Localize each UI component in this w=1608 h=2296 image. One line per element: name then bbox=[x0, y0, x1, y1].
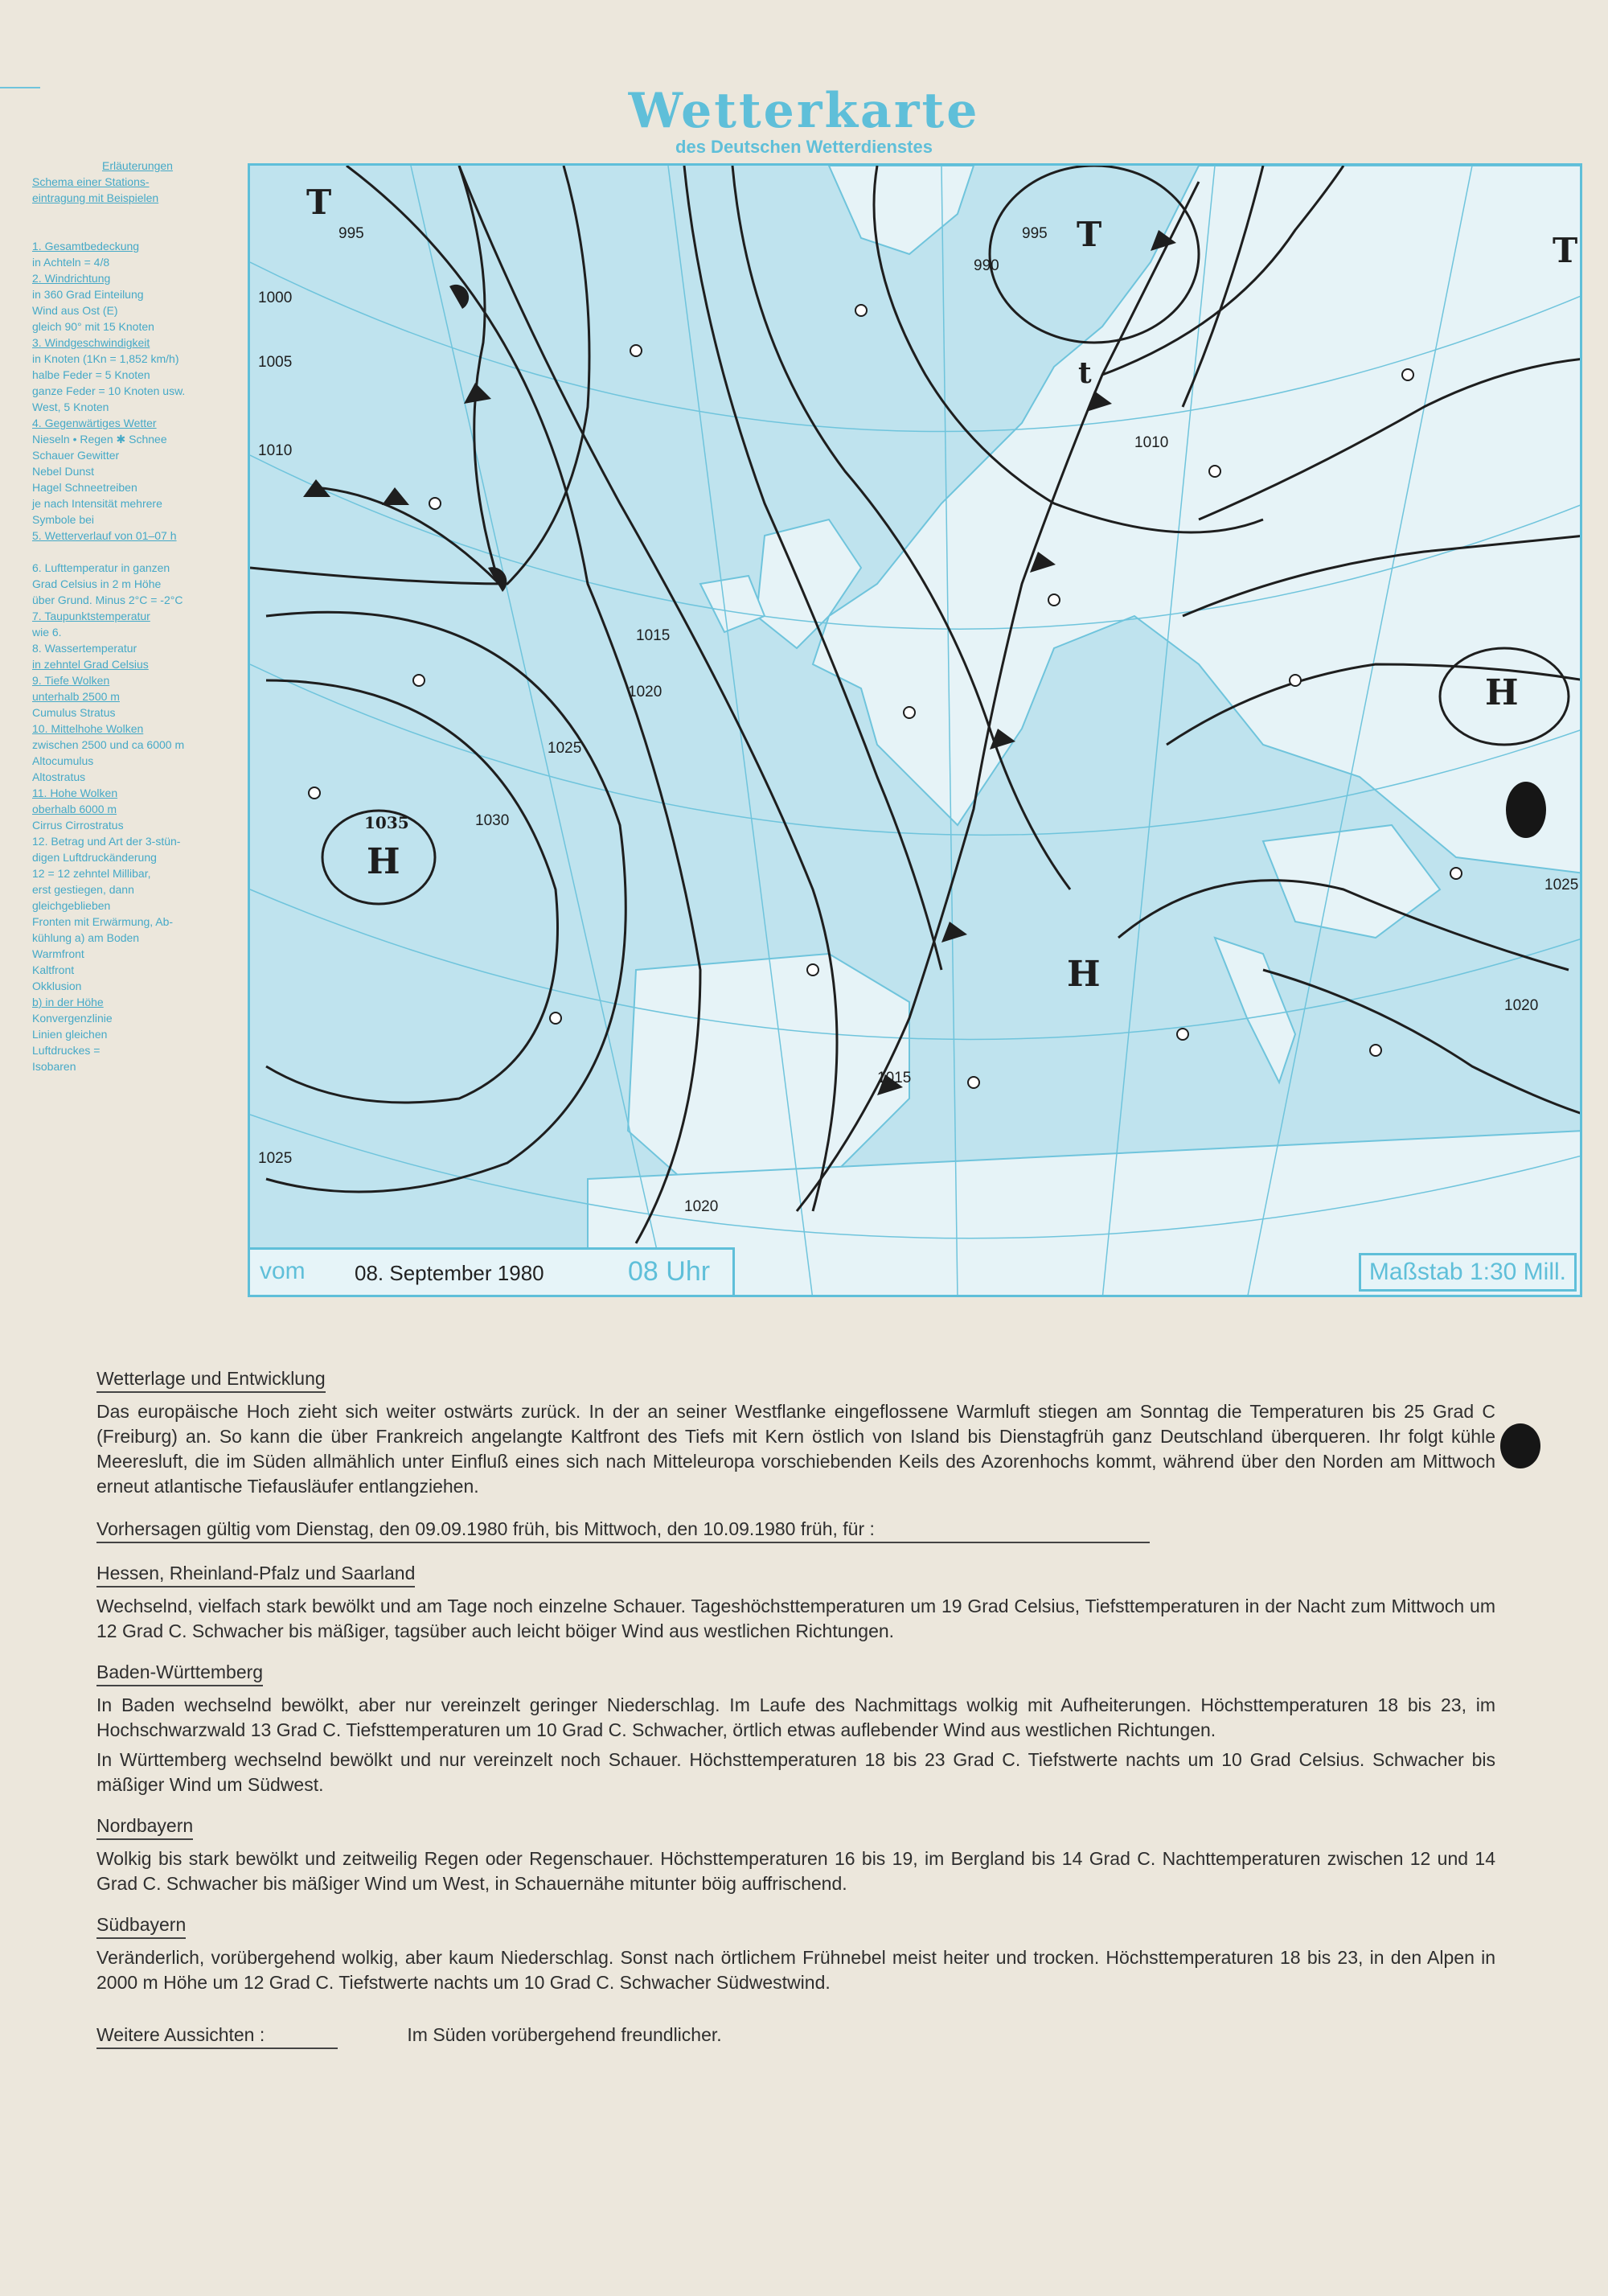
legend-item: b) in der Höhe bbox=[32, 996, 104, 1008]
station-symbol bbox=[1402, 369, 1413, 380]
high-pressure-value: 1035 bbox=[364, 813, 409, 832]
legend-item: 5. Wetterverlauf von 01–07 h bbox=[32, 529, 177, 542]
station-symbol bbox=[1177, 1029, 1188, 1040]
weather-map bbox=[248, 163, 1582, 1297]
land-masses bbox=[588, 166, 1582, 1297]
station-symbol bbox=[1048, 594, 1060, 606]
front-triangle bbox=[941, 922, 967, 943]
legend-item: 12 = 12 zehntel Millibar, bbox=[32, 867, 151, 880]
legend-item: Hagel Schneetreiben bbox=[32, 481, 137, 494]
legend-item bbox=[32, 206, 243, 222]
legend-item: Isobaren bbox=[32, 1060, 76, 1073]
legend-item: Linien gleichen bbox=[32, 1028, 108, 1041]
legend-panel bbox=[32, 158, 243, 1074]
legend-item: wie 6. bbox=[32, 626, 62, 639]
legend-item: 9. Tiefe Wolken bbox=[32, 674, 110, 687]
station-symbol bbox=[1290, 675, 1301, 686]
isobar-label: 1020 bbox=[1504, 997, 1539, 1014]
legend-item: Konvergenzlinie bbox=[32, 1012, 113, 1025]
map-footer-vom: vom bbox=[260, 1258, 306, 1284]
legend-item: kühlung a) am Boden bbox=[32, 931, 140, 944]
weather-map-graphic bbox=[250, 166, 1582, 1297]
isobar-label: 1015 bbox=[877, 1070, 912, 1086]
station-symbol bbox=[309, 787, 320, 799]
land-ireland bbox=[700, 576, 765, 632]
front-triangle bbox=[464, 383, 491, 404]
legend-item: Altostratus bbox=[32, 770, 86, 783]
region-paragraph: Veränderlich, vorübergehend wolkig, aber kaum Niederschlag. Sonst nach örtlichem Frühnebel meist heiter und trocken. Höchsttemperaturen 18 bis 23, in den Alpen in 2000 m Höhe um 12 Grad C. Tiefstwerte nachts um 10 Grad C. Schwacher Südwestwind. bbox=[96, 1947, 1495, 1993]
isobar-label: 1015 bbox=[636, 627, 671, 644]
legend-item: Fronten mit Erwärmung, Ab- bbox=[32, 915, 174, 928]
legend-item: 3. Windgeschwindigkeit bbox=[32, 336, 150, 349]
isobar bbox=[266, 680, 558, 1103]
station-symbol bbox=[1450, 868, 1462, 879]
legend-item: unterhalb 2500 m bbox=[32, 690, 120, 703]
legend-item: ganze Feder = 10 Knoten usw. bbox=[32, 384, 186, 397]
legend-item: in Achteln = 4/8 bbox=[32, 256, 110, 269]
isobar-label: 1010 bbox=[258, 442, 293, 459]
legend-item: Schauer Gewitter bbox=[32, 449, 120, 462]
isobar-label: 1005 bbox=[258, 354, 293, 371]
legend-item: West, 5 Knoten bbox=[32, 400, 109, 413]
legend-item: gleichgeblieben bbox=[32, 899, 111, 912]
legend-item: 12. Betrag und Art der 3-stün- bbox=[32, 835, 181, 848]
cold-front bbox=[314, 487, 499, 584]
high-pressure-label: H bbox=[367, 841, 400, 882]
region-title: Baden-Württemberg bbox=[96, 1660, 263, 1686]
region-paragraph: Wechselnd, vielfach stark bewölkt und am Tage noch einzelne Schauer. Tageshöchsttemperaturen um 19 Grad Celsius, Tiefsttemperaturen in der Nacht zum Mittwoch um 12 Grad C. Schwacher bis mäßiger, tagsüber auch leicht böiger Wind aus westlichen Richtungen. bbox=[96, 1596, 1495, 1641]
isobar-label: 995 bbox=[1022, 225, 1048, 242]
legend-item: Nebel Dunst bbox=[32, 465, 95, 478]
legend-item: in Knoten (1Kn = 1,852 km/h) bbox=[32, 352, 179, 365]
legend-item: Warmfront bbox=[32, 947, 84, 960]
isobar-label: 995 bbox=[338, 225, 364, 242]
isobar-label: 1025 bbox=[548, 740, 582, 757]
legend-item: Okklusion bbox=[32, 980, 82, 992]
legend-item: in 360 Grad Einteilung bbox=[32, 288, 144, 301]
legend-item: 2. Windrichtung bbox=[32, 272, 111, 285]
legend-item: Cumulus Stratus bbox=[32, 706, 116, 719]
region-paragraph: In Baden wechselnd bewölkt, aber nur vereinzelt geringer Niederschlag. Im Laufe des Nachmittags wolkig mit Aufheiterungen. Höchsttemperaturen 18 bis 23, im Hochschwarzwald 13 Grad C. Tiefsttemperaturen um 10 Grad C. Schwacher, örtlich etwas auflebender Wind aus westlichen Richtungen. bbox=[96, 1694, 1495, 1740]
legend-item: Grad Celsius in 2 m Höhe bbox=[32, 577, 162, 590]
isobar bbox=[266, 612, 626, 1192]
legend-item: 11. Hohe Wolken bbox=[32, 787, 118, 799]
front-semicircle bbox=[488, 567, 507, 592]
region-paragraph: Wolkig bis stark bewölkt und zeitweilig Regen oder Regenschauer. Höchsttemperaturen 16 bis 19, im Bergland bis 14 Grad C. Nachttemperaturen zwischen 12 und 14 Grad C. Schwacher bis mäßiger Wind um West, in Schauernähe mitunter böig auffrischend. bbox=[96, 1848, 1495, 1894]
map-footer bbox=[250, 1247, 735, 1295]
forecast-text bbox=[96, 1355, 1495, 2056]
region-paragraph: In Württemberg wechselnd bewölkt und nur vereinzelt noch Schauer. Höchsttemperaturen 18 bis 23 Grad C. Tiefstwerte nachts um 10 Grad Celsius. Schwacher bis mäßiger Wind um Südwest. bbox=[96, 1749, 1495, 1795]
legend-item: 7. Taupunktstemperatur bbox=[32, 610, 150, 622]
legend-item: Schema einer Stations- bbox=[32, 175, 150, 188]
legend-item: Altocumulus bbox=[32, 754, 94, 767]
station-symbol bbox=[855, 305, 867, 316]
legend-item: über Grund. Minus 2°C = -2°C bbox=[32, 594, 183, 606]
legend-item: oberhalb 6000 m bbox=[32, 803, 117, 815]
isobar-label: 1020 bbox=[628, 684, 662, 700]
header bbox=[0, 83, 1608, 158]
legend-item: Symbole bei bbox=[32, 513, 95, 526]
outlook-body: Im Süden vorübergehend freundlicher. bbox=[407, 2024, 722, 2045]
occluded-front bbox=[459, 166, 499, 584]
legend-item: Nieseln • Regen ✱ Schnee bbox=[32, 433, 167, 446]
outlook-title: Weitere Aussichten : bbox=[96, 2023, 338, 2049]
map-date: 08. September 1980 bbox=[355, 1261, 544, 1285]
station-symbol bbox=[550, 1012, 561, 1024]
legend-item bbox=[32, 222, 243, 238]
isobar-label: 1000 bbox=[258, 290, 293, 306]
station-symbol bbox=[807, 964, 818, 975]
isobar-label: 1030 bbox=[475, 812, 510, 829]
station-symbol bbox=[429, 498, 441, 509]
isobar-label: 990 bbox=[974, 257, 999, 274]
legend-item: eintragung mit Beispielen bbox=[32, 191, 159, 204]
isobar-label: 1010 bbox=[1134, 434, 1169, 451]
legend-item: digen Luftdruckänderung bbox=[32, 851, 157, 864]
legend-item: je nach Intensität mehrere bbox=[32, 497, 162, 510]
station-symbol bbox=[630, 345, 642, 356]
legend-item: gleich 90° mit 15 Knoten bbox=[32, 320, 154, 333]
legend-item: 6. Lufttemperatur in ganzen bbox=[32, 561, 170, 574]
legend-item: in zehntel Grad Celsius bbox=[32, 658, 149, 671]
station-symbol bbox=[968, 1077, 979, 1088]
region-title: Hessen, Rheinland-Pfalz und Saarland bbox=[96, 1561, 415, 1587]
station-symbol bbox=[1370, 1045, 1381, 1056]
legend-heading: Erläuterungen bbox=[102, 159, 173, 172]
punch-hole bbox=[1500, 1423, 1540, 1468]
legend-item bbox=[32, 544, 243, 560]
station-symbol bbox=[1209, 466, 1220, 477]
legend-item: Kaltfront bbox=[32, 963, 75, 976]
map-scale: Maßstab 1:30 Mill. bbox=[1359, 1253, 1577, 1292]
isobar-label: 1020 bbox=[684, 1198, 719, 1215]
low-pressure-label: T bbox=[306, 183, 332, 222]
legend-item: Luftdruckes = bbox=[32, 1044, 100, 1057]
situation-body: Das europäische Hoch zieht sich weiter ostwärts zurück. In der an seiner Westflanke eingeflossene Warmluft stiegen am Sonntag die Temperaturen bis 25 Grad C (Freiburg) an. So kann die über Frankreich angelangte Kaltfront des Tiefs mit Kern östlich von Island bis Dienstagfrüh ganz Deutschland überqueren. Ihr folgt kühle Meeresluft, die im Süden allmählich unter Einfluß eines sich nach Mitteleuropa vorschiebenden Keils des Azorenhochs kommt, während über den Norden am Mittwoch erneut atlantische Tiefausläufer entlangziehen. bbox=[96, 1401, 1495, 1497]
outlook-row bbox=[96, 2011, 1495, 2056]
low-pressure-label: t bbox=[1078, 356, 1092, 390]
station-symbol bbox=[413, 675, 425, 686]
punch-hole bbox=[1506, 782, 1546, 838]
legend-item: 10. Mittelhohe Wolken bbox=[32, 722, 144, 735]
low-pressure-label: T bbox=[1553, 231, 1578, 270]
map-time: 08 Uhr bbox=[628, 1256, 711, 1287]
low-pressure-label: T bbox=[1077, 215, 1102, 254]
legend-item: erst gestiegen, dann bbox=[32, 883, 134, 896]
land-iberia bbox=[628, 954, 912, 1195]
high-pressure-label: H bbox=[1485, 672, 1519, 713]
high-pressure-label: H bbox=[1067, 954, 1101, 995]
legend-item: Cirrus Cirrostratus bbox=[32, 819, 124, 832]
situation-title: Wetterlage und Entwicklung bbox=[96, 1366, 326, 1393]
legend-item: 4. Gegenwärtiges Wetter bbox=[32, 417, 157, 429]
legend-item: Wind aus Ost (E) bbox=[32, 304, 118, 317]
forecast-title: Vorhersagen gültig vom Dienstag, den 09.09.1980 früh, bis Mittwoch, den 10.09.1980 früh, für : bbox=[96, 1517, 1150, 1543]
station-symbol bbox=[904, 707, 915, 718]
page-subtitle: des Deutschen Wetterdienstes bbox=[675, 137, 933, 157]
isobar-label: 1025 bbox=[258, 1150, 293, 1167]
isobar bbox=[1263, 970, 1582, 1115]
legend-item: zwischen 2500 und ca 6000 m bbox=[32, 738, 185, 751]
legend-item: halbe Feder = 5 Knoten bbox=[32, 368, 150, 381]
land-greenland bbox=[829, 166, 974, 254]
isobar-label: 1025 bbox=[1544, 877, 1579, 893]
legend-item: 1. Gesamtbedeckung bbox=[32, 240, 140, 253]
region-title: Nordbayern bbox=[96, 1813, 193, 1840]
front-triangle bbox=[382, 487, 409, 505]
land-italy bbox=[1215, 938, 1295, 1082]
legend-item: 8. Wassertemperatur bbox=[32, 642, 137, 655]
region-title: Südbayern bbox=[96, 1912, 186, 1939]
front-semicircle bbox=[449, 285, 469, 309]
page-title: Wetterkarte bbox=[628, 83, 980, 139]
